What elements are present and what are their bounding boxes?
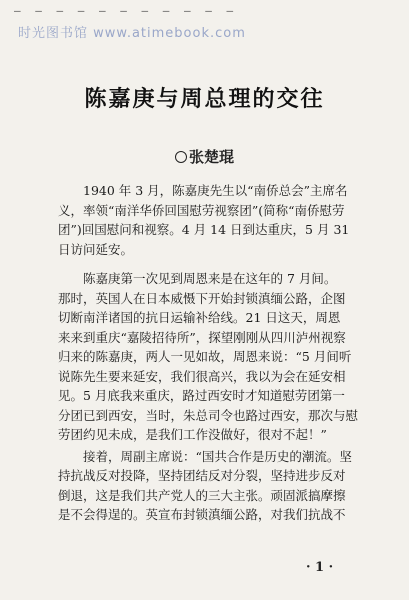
paragraph-2 (58, 269, 360, 445)
article-title: 陈嘉庚与周总理的交往 (84, 87, 325, 112)
header-dash-rule: — — — — — — — — — — — (14, 4, 238, 17)
text-line: 切断南洋诸国的抗日运输补给线。21 日这天，周恩 (58, 310, 341, 325)
article-body (58, 181, 360, 525)
text-line: 陈嘉庚第一次见到周恩来是在这年的 7 月间。 (83, 271, 337, 286)
text-line: 义，率领“南洋华侨回国慰劳视察团”(简称“南侨慰劳 (58, 202, 345, 218)
text-line: 分团已到西安，当时，朱总司令也路过西安，那次与慰 (58, 407, 359, 423)
paragraph-1 (58, 181, 360, 259)
author-byline (0, 146, 409, 167)
text-line: 见。5 月底我来重庆，路过西安时才知道慰劳团第一 (58, 388, 345, 403)
watermark-text: 时光图书馆 www.atimebook.com (18, 26, 246, 41)
text-line: 接着，周副主席说：“国共合作是历史的潮流。坚 (83, 448, 352, 464)
text-line: 日访问延安。 (58, 241, 134, 257)
text-line: 劳团约见未成，是我们工作没做好，很对不起！” (58, 427, 327, 442)
text-line: 持抗战反对投降，坚持团结反对分裂，坚持进步反对 (58, 468, 346, 483)
text-line: 归来的陈嘉庚，两人一见如故，周恩来说：“5 月间听 (58, 349, 352, 364)
author-name: 张楚琨 (188, 148, 234, 166)
text-line: 来来到重庆“嘉陵招待所”，探望刚刚从四川泸州视察 (58, 329, 346, 345)
paragraph-3 (58, 447, 360, 525)
text-line: 团”)回国慰问和视察。4 月 14 日到达重庆，5 月 31 (58, 222, 350, 237)
circle-bullet-icon (175, 151, 187, 163)
text-line: 1940 年 3 月，陈嘉庚先生以“南侨总会”主席名 (83, 183, 348, 198)
text-line: 倒退，这是我们共产党人的三大主张。顽固派搞摩擦 (58, 487, 346, 503)
page-number: · 1 · (306, 560, 334, 575)
text-line: 说陈先生要来延安，我们很高兴，我以为会在延安相 (58, 368, 346, 384)
text-line: 是不会得逞的。英宣布封锁滇缅公路，对我们抗战不 (58, 507, 346, 522)
text-line: 那时，英国人在日本威慑下开始封锁滇缅公路，企图 (58, 290, 346, 306)
